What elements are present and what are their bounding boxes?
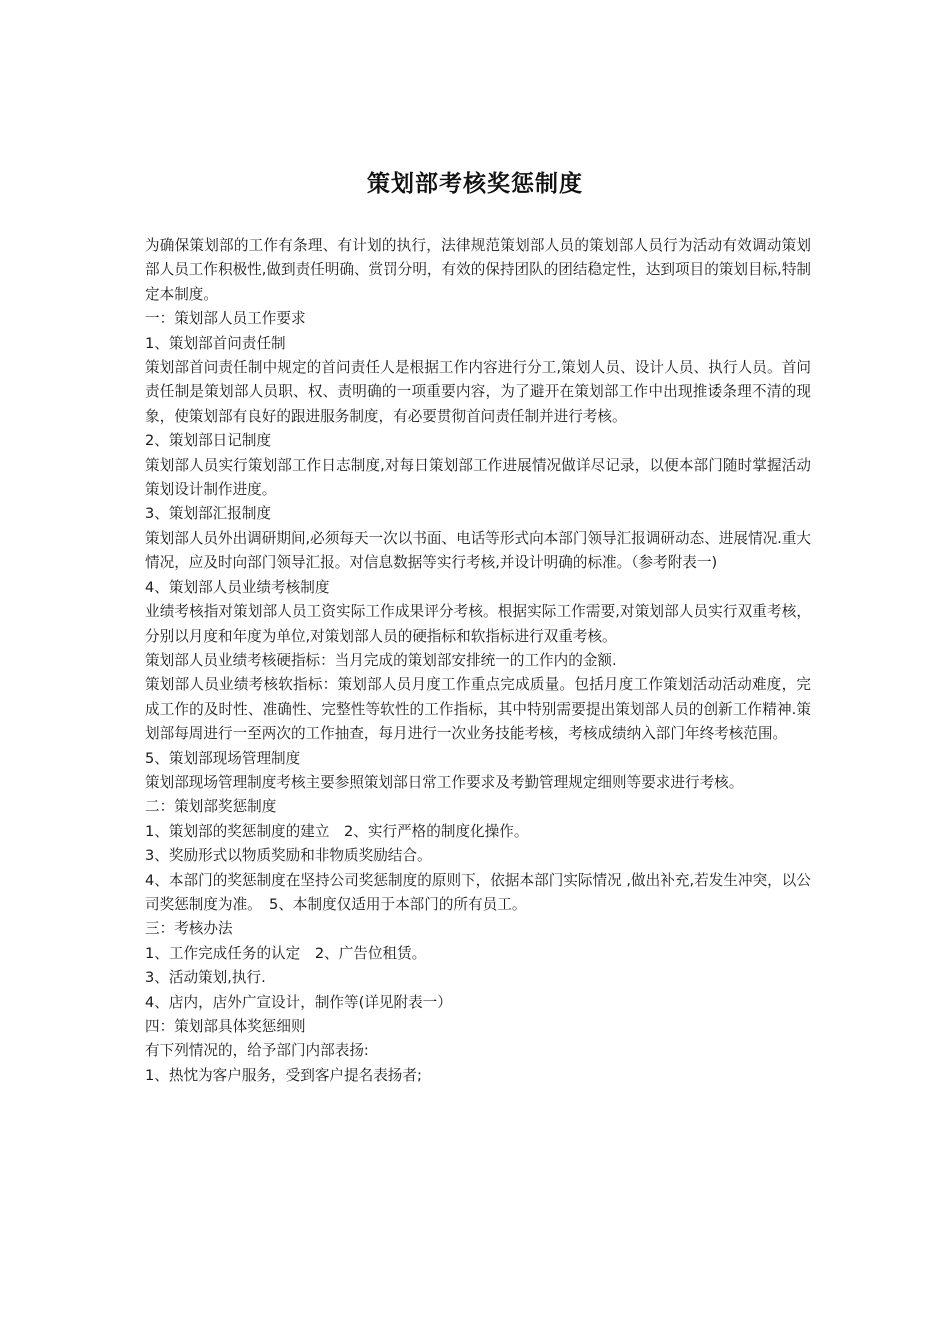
document-body	[145, 234, 811, 1088]
body-paragraph: 策划部人员实行策划部工作日志制度,对每日策划部工作进展情况做详尽记录，以便本部门随时掌握活动策划设计制作进度。	[145, 456, 811, 499]
subsection-heading: 4、策划部人员业绩考核制度	[145, 578, 330, 596]
subsection-heading: 2、策划部日记制度	[145, 432, 272, 450]
subsection-heading: 3、策划部汇报制度	[145, 505, 272, 523]
subsection-heading: 5、策划部现场管理制度	[145, 749, 301, 767]
body-paragraph: 策划部人员业绩考核软指标：策划部人员月度工作重点完成质量。包括月度工作策划活动活动难度，完成工作的及时性、准确性、完整性等软性的工作指标，其中特别需要提出策划部人员的创新工作精神.策划部每周进行一至两次的工作抽查，每月进行一次业务技能考核，考核成绩纳入部门年终考核范围。	[145, 676, 811, 743]
intro-paragraph: 为确保策划部的工作有条理、有计划的执行，法律规范策划部人员的策划部人员行为活动有效调动策划部人员工作积极性,做到责任明确、赏罚分明，有效的保持团队的团结稳定性，达到项目的策划目标,特制定本制度。	[145, 237, 812, 303]
section-heading: 三：考核办法	[145, 920, 233, 938]
list-item: 3、活动策划,执行.	[145, 969, 266, 987]
body-paragraph: 业绩考核指对策划部人员工资实际工作成果评分考核。根据实际工作需要,对策划部人员实行双重考核，分别以月度和年度为单位,对策划部人员的硬指标和软指标进行双重考核。	[145, 603, 811, 645]
list-item: 4、本部门的奖惩制度在坚持公司奖惩制度的原则下，依据本部门实际情况 ,做出补充,若发生冲突，以公司奖惩制度为准。 5、本制度仅适用于本部门的所有员工。	[145, 871, 811, 913]
section-heading: 四：策划部具体奖惩细则	[145, 1018, 306, 1035]
section-heading: 二：策划部奖惩制度	[145, 798, 277, 816]
list-item: 4、店内，店外广宣设计，制作等(详见附表一）	[145, 993, 452, 1011]
document-title: 策划部考核奖惩制度	[367, 170, 583, 198]
list-item: 1、热忱为客户服务，受到客户提名表扬者;	[145, 1066, 422, 1084]
list-item: 3、奖励形式以物质奖励和非物质奖励结合。	[145, 847, 432, 865]
body-paragraph: 有下列情况的，给予部门内部表扬:	[145, 1042, 369, 1060]
section-heading: 一：策划部人员工作要求	[145, 310, 306, 328]
list-item: 1、工作完成任务的认定 2、广告位租赁。	[145, 944, 427, 962]
body-paragraph: 策划部现场管理制度考核主要参照策划部日常工作要求及考勤管理规定细则等要求进行考核。	[145, 773, 744, 791]
list-item: 1、策划部的奖惩制度的建立 2、实行严格的制度化操作。	[145, 822, 529, 840]
subsection-heading: 1、策划部首问责任制	[145, 334, 286, 352]
body-paragraph: 策划部人员外出调研期间,必须每天一次以书面、电话等形式向本部门领导汇报调研动态、进展情况.重大情况，应及时向部门领导汇报。对信息数据等实行考核,并设计明确的标准。（参考附表一)	[145, 529, 812, 572]
body-paragraph: 策划部人员业绩考核硬指标：当月完成的策划部安排统一的工作内的金额.	[145, 651, 617, 669]
body-paragraph: 策划部首问责任制中规定的首问责任人是根据工作内容进行分工,策划人员、设计人员、执行人员。首问责任制是策划部人员职、权、责明确的一项重要内容，为了避开在策划部工作中出现推诿条理不清的现象，使策划部有良好的跟进服务制度，有必要贯彻首问责任制并进行考核。	[145, 359, 811, 425]
